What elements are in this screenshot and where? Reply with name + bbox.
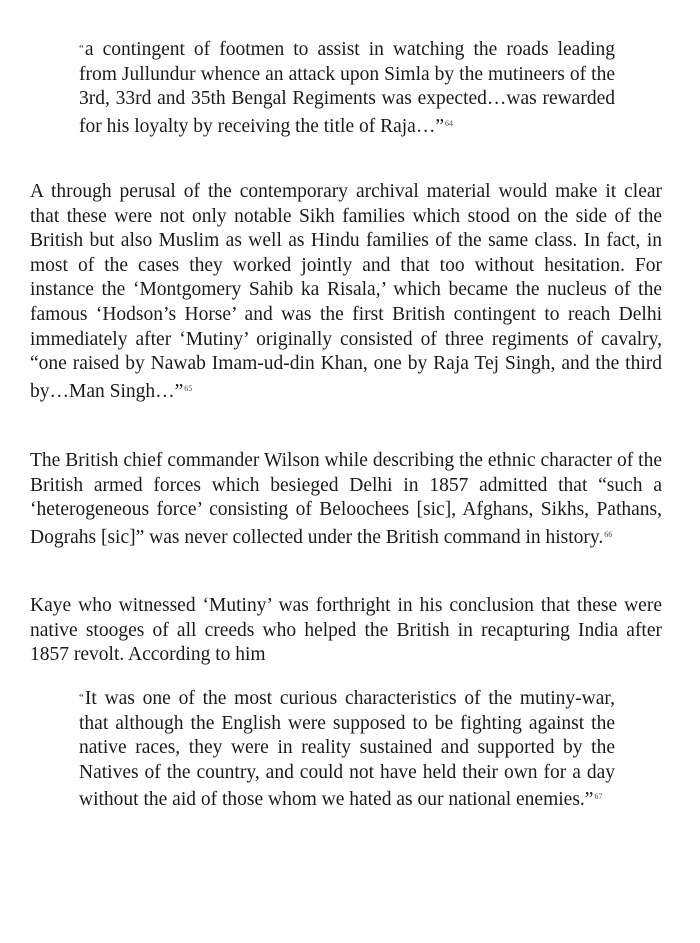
footnote-ref-67[interactable]: 67 <box>594 792 603 802</box>
paragraph-wilson <box>30 449 662 550</box>
opening-quote-mark: “ <box>79 43 84 55</box>
footnote-ref-66[interactable]: 66 <box>604 529 613 539</box>
block-quote-raja-title <box>79 37 615 139</box>
paragraph-archival-material <box>30 180 662 404</box>
paragraph-text: A through perusal of the contemporary archival material would make it clear that these were not only notable Sikh families which stood on the side of the British but also Muslim as well as Hindu families of the same class. In fact, in most of the cases they worked jointly and that too without hesitation. For instance the ‘Montgomery Sahib ka Risala,’ which became the nucleus of the famous ‘Hodson’s Horse’ and was the first British contingent to reach Delhi immediately after ‘Mutiny’ originally consisted of three regiments of cavalry, “one raised by Nawab Imam-ud-din Khan, one by Raja Tej Singh, and the third by…Man Singh…” <box>30 181 662 402</box>
paragraph-text: Kaye who witnessed ‘Mutiny’ was forthright in his conclusion that these were native stooges of all creeds who helped the British in recapturing India after 1857 revolt. According to him <box>30 595 662 666</box>
paragraph-text: The British chief commander Wilson while describing the ethnic character of the British armed forces which besieged Delhi in 1857 admitted that “such a ‘heterogeneous force’ consisting of Beloochees [sic], Afghans, Sikhs, Pathans, Dograhs [sic]” was never collected under the British command in history. <box>30 450 662 548</box>
quote-text: It was one of the most curious characteristics of the mutiny-war, that although the English were supposed to be fighting against the native races, they were in reality sustained and supported by the Natives of the country, and could not have held their own for a day without the aid of those whom we hated as our national enemies.” <box>79 688 615 811</box>
quote-text: a contingent of footmen to assist in watching the roads leading from Jullundur whence an attack upon Simla by the mutineers of the 3rd, 33rd and 35th Bengal Regiments was expected…was rewarded for his loyalty by receiving the title of Raja…” <box>79 39 615 137</box>
footnote-ref-65[interactable]: 65 <box>184 383 193 393</box>
block-quote-kaye <box>79 686 615 813</box>
footnote-ref-64[interactable]: 64 <box>444 118 453 128</box>
paragraph-kaye <box>30 594 662 668</box>
opening-quote-mark: “ <box>79 692 84 704</box>
